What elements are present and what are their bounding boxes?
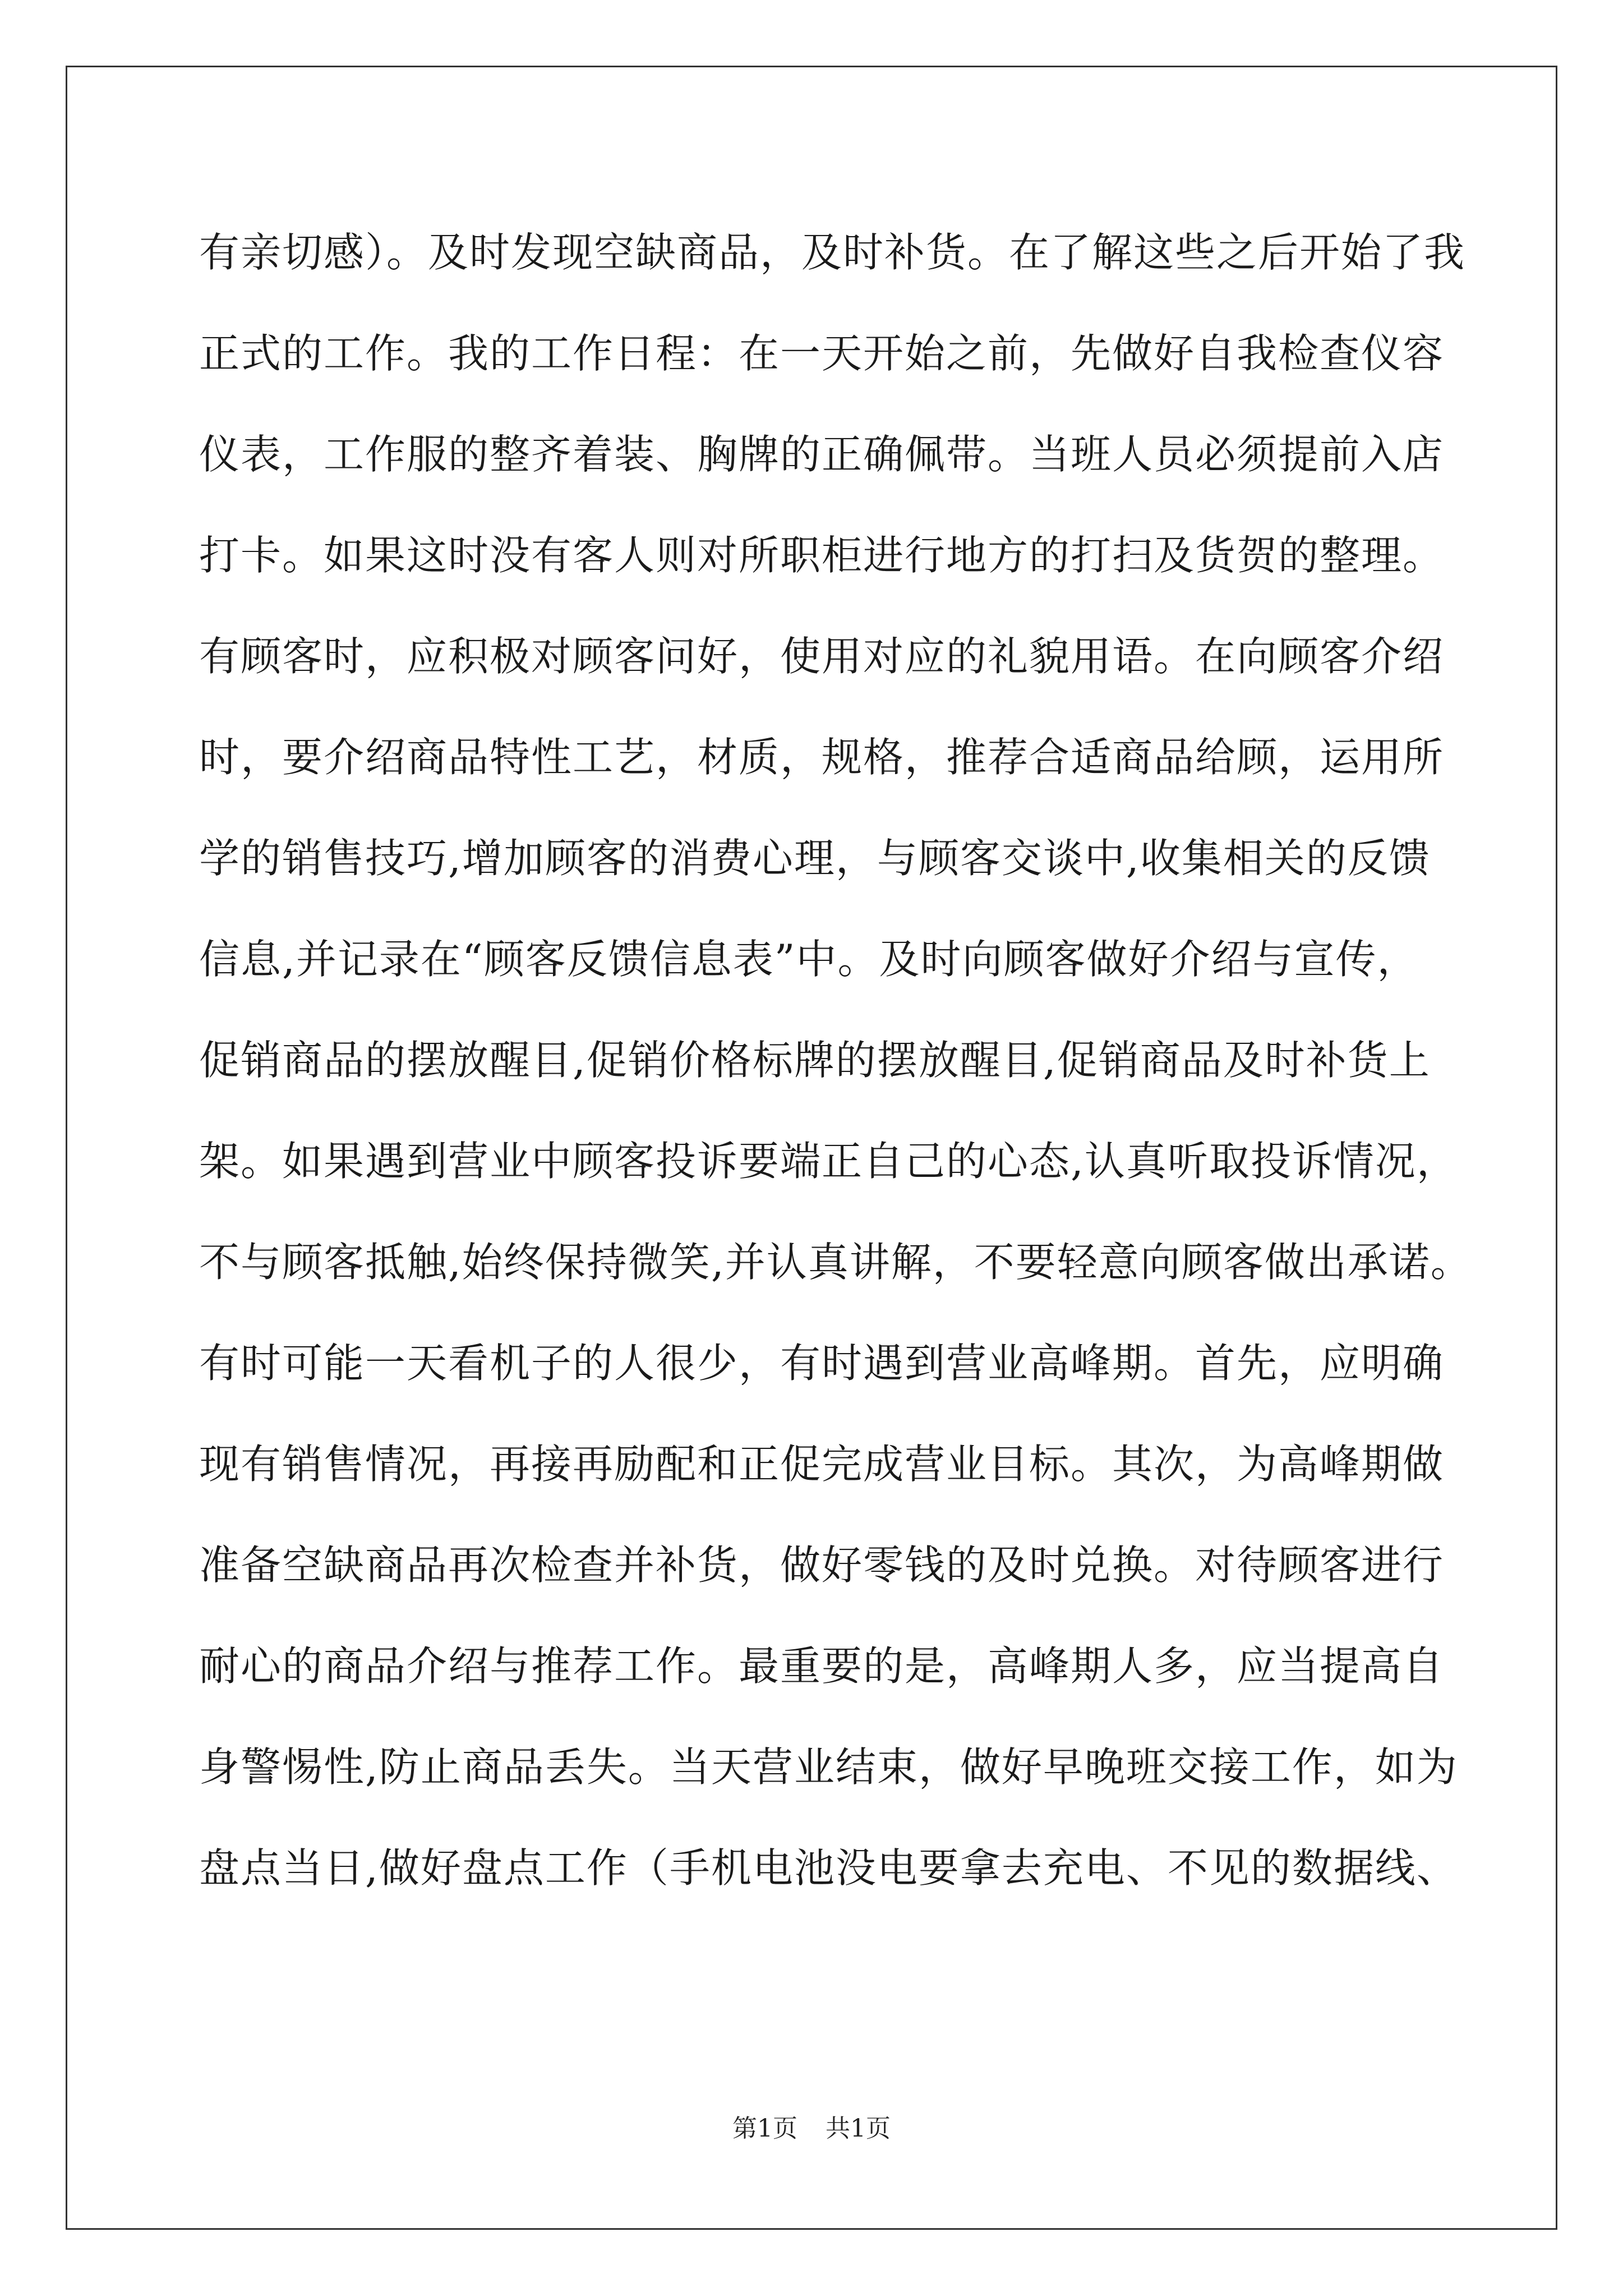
- text-line: 盘点当日,做好盘点工作（手机电池没电要拿去充电、不见的数据线、: [199, 1844, 1458, 1892]
- text-line: 有时可能一天看机子的人很少，有时遇到营业高峰期。首先，应明确: [199, 1340, 1445, 1387]
- text-line: 现有销售情况，再接再励配和正促完成营业目标。其次，为高峰期做: [199, 1441, 1445, 1488]
- text-line: 有顾客时，应积极对顾客问好，使用对应的礼貌用语。在向顾客介绍: [199, 633, 1445, 680]
- text-line: 准备空缺商品再次检查并补货，做好零钱的及时兑换。对待顾客进行: [199, 1542, 1445, 1589]
- page-number: 第1页: [732, 2114, 797, 2143]
- page-total: 共1页: [826, 2114, 891, 2143]
- text-line: 不与顾客抵触,始终保持微笑,并认真讲解，不要轻意向顾客做出承诺。: [199, 1239, 1472, 1286]
- text-line: 促销商品的摆放醒目,促销价格标牌的摆放醒目,促销商品及时补货上: [199, 1037, 1431, 1084]
- text-line: 信息,并记录在“顾客反馈信息表”中。及时向顾客做好介绍与宣传，: [199, 936, 1419, 983]
- text-line: 架。如果遇到营业中顾客投诉要端正自己的心态,认真听取投诉情况，: [199, 1138, 1458, 1185]
- page-footer: [0, 2112, 1623, 2146]
- text-line: 有亲切感）。及时发现空缺商品，及时补货。在了解这些之后开始了我: [199, 229, 1466, 276]
- text-line: 时，要介绍商品特性工艺，材质，规格，推荐合适商品给顾，运用所: [199, 734, 1445, 781]
- text-line: 打卡。如果这时没有客人则对所职柜进行地方的打扫及货贺的整理。: [199, 532, 1445, 579]
- text-line: 学的销售技巧,增加顾客的消费心理，与顾客交谈中,收集相关的反馈: [199, 835, 1431, 882]
- text-line: 耐心的商品介绍与推荐工作。最重要的是，高峰期人多，应当提高自: [199, 1642, 1445, 1690]
- text-line: 仪表，工作服的整齐着装、胸牌的正确佩带。当班人员必须提前入店: [199, 431, 1445, 478]
- text-line: 正式的工作。我的工作日程：在一天开始之前，先做好自我检查仪容: [199, 330, 1445, 377]
- text-line: 身警惕性,防止商品丢失。当天营业结束，做好早晚班交接工作，如为: [199, 1743, 1458, 1791]
- document-body: [199, 219, 1472, 1935]
